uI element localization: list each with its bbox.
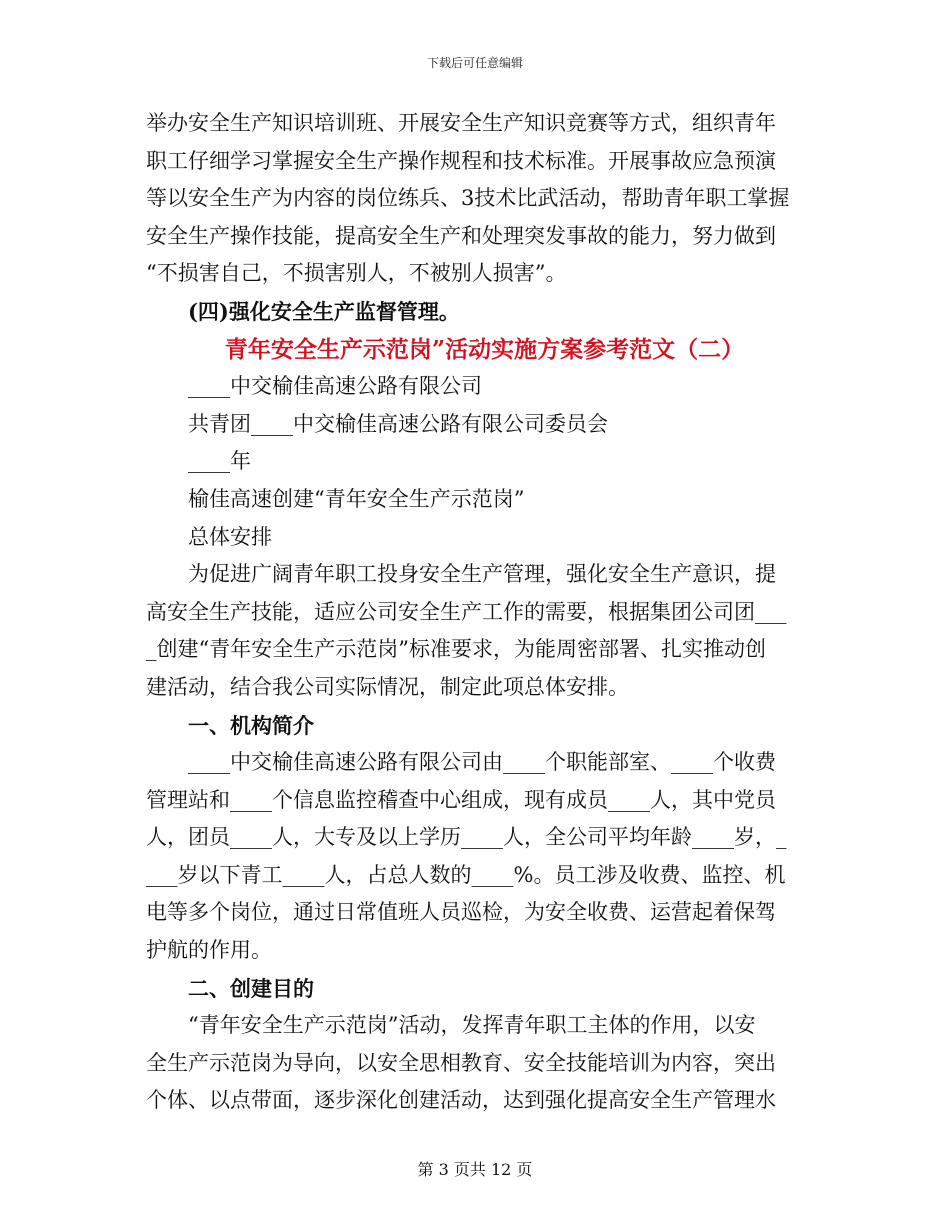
page-header: 下载后可任意编辑 [426, 56, 523, 70]
section-heading: (四)强化安全生产监督管理。 [188, 298, 460, 324]
body-line: ____年 [188, 449, 251, 474]
body-line: 为促进广阔青年职工投身安全生产管理，强化安全生产意识，提 [188, 562, 776, 587]
body-line: 建活动，结合我公司实际情况，制定此项总体安排。 [146, 674, 629, 699]
body-line: 管理站和____个信息监控稽查中心组成，现有成员____人，其中党员 [146, 787, 776, 812]
body-line: 榆佳高速创建“青年安全生产示范岗” [188, 486, 525, 511]
body-line: “不损害自己，不损害别人，不被别人损害”。 [146, 261, 567, 286]
body-line: ___岁以下青工____人，占总人数的____%。员工涉及收费、监控、机 [146, 862, 786, 887]
body-line: 安全生产操作技能，提高安全生产和处理突发事故的能力，努力做到 [146, 223, 776, 248]
document-title: 青年安全生产示范岗”活动实施方案参考范文（二） [224, 335, 745, 363]
body-line: 个体、以点带面，逐步深化创建活动，达到强化提高安全生产管理水 [146, 1088, 776, 1113]
body-line: 护航的作用。 [146, 938, 272, 963]
body-line: 职工仔细学习掌握安全生产操作规程和技术标准。开展事故应急预演 [146, 148, 776, 173]
body-line: 共青团____中交榆佳高速公路有限公司委员会 [188, 411, 608, 436]
page-footer: 第 3 页共 12 页 [417, 1160, 533, 1179]
section-heading: 一、机构简介 [188, 712, 314, 738]
body-line: “青年安全生产示范岗”活动，发挥青年职工主体的作用，以安 [188, 1013, 756, 1038]
body-line: 等以安全生产为内容的岗位练兵、3技术比武活动，帮助青年职工掌握 [146, 186, 790, 211]
body-line: 全生产示范岗为导向，以安全思相教育、安全技能培训为内容，突出 [146, 1050, 776, 1075]
section-heading: 二、创建目的 [188, 975, 314, 1001]
document-body [146, 105, 811, 1120]
body-line: 举办安全生产知识培训班、开展安全生产知识竞赛等方式，组织青年 [146, 111, 776, 135]
body-line: ____中交榆佳高速公路有限公司由____个职能部室、____个收费 [188, 750, 776, 775]
body-line: 总体安排 [188, 524, 272, 549]
body-line: ____中交榆佳高速公路有限公司 [188, 374, 482, 399]
body-line: 电等多个岗位，通过日常值班人员巡检，为安全收费、运营起着保驾 [146, 900, 776, 925]
body-line: 人，团员____人，大专及以上学历____人，全公司平均年龄____岁，_ [146, 825, 787, 850]
body-line: 高安全生产技能，适应公司安全生产工作的需要，根据集团公司团___ [146, 599, 787, 624]
body-line: _创建“青年安全生产示范岗”标准要求，为能周密部署、扎实推动创 [146, 637, 766, 662]
